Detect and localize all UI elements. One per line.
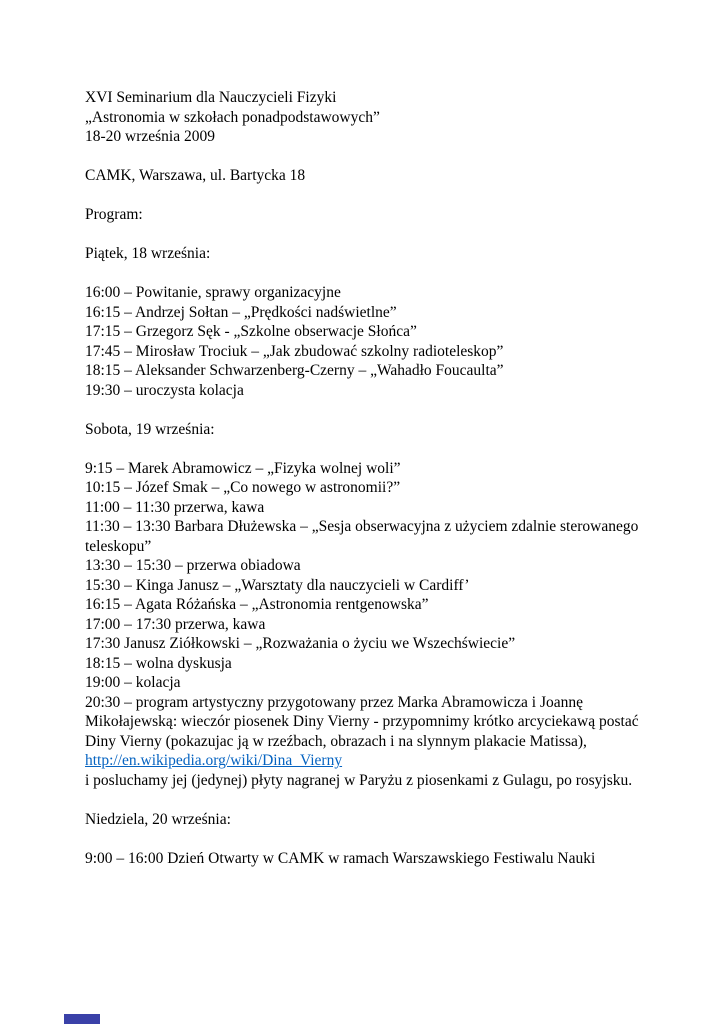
program-heading: Program: (85, 206, 143, 223)
schedule-item: 17:45 – Mirosław Trociuk – „Jak zbudować szkolny radioteleskop” (85, 342, 504, 360)
schedule-item: 16:00 – Powitanie, sprawy organizacyjne (85, 284, 341, 301)
schedule-item: 9:15 – Marek Abramowicz – „Fizyka wolnej woli” (85, 459, 401, 477)
dina-vierny-wikipedia-link[interactable]: http://en.wikipedia.org/wiki/Dina_Vierny (85, 752, 343, 769)
seminar-subtitle: „Astronomia w szkołach ponadpodstawowych” (85, 108, 380, 126)
schedule-item: 19:00 – kolacja (85, 674, 181, 691)
schedule-item: 16:15 – Agata Różańska – „Astronomia rentgenowska” (85, 596, 429, 613)
sunday-heading: Niedziela, 20 września: (85, 810, 231, 828)
schedule-item: 17:30 Janusz Ziółkowski – „Rozważania o życiu we Wszechświecie” (85, 635, 516, 652)
evening-program-text-before-link: 20:30 – program artystyczny przygotowany przez Marka Abramowicza i Joannę Mikołajewską: wieczór piosenek Diny Vierny - przypomnimy krótko arcyciekawą postać Diny Vierny (pokazujac ją w rzeźbach, obrazach i na slynnym plakacie Matissa), (85, 693, 639, 750)
program-heading-block (85, 205, 645, 225)
venue-block (85, 166, 645, 186)
sunday-heading-block (85, 810, 645, 830)
schedule-item: 11:00 – 11:30 przerwa, kawa (85, 498, 265, 516)
friday-heading-block (85, 244, 645, 264)
schedule-item: 15:30 – Kinga Janusz – „Warsztaty dla nauczycieli w Cardiff’ (85, 576, 470, 594)
schedule-item: 19:30 – uroczysta kolacja (85, 381, 244, 399)
schedule-item: 9:00 – 16:00 Dzień Otwarty w CAMK w ramach Warszawskiego Festiwalu Nauki (85, 849, 596, 867)
schedule-item: 18:15 – wolna dyskusja (85, 654, 232, 672)
saturday-heading: Sobota, 19 września: (85, 420, 215, 438)
schedule-item: 17:00 – 17:30 przerwa, kawa (85, 615, 266, 633)
schedule-item: 17:15 – Grzegorz Sęk - „Szkolne obserwacje Słońca” (85, 323, 417, 340)
seminar-title: XVI Seminarium dla Nauczycieli Fizyki (85, 89, 337, 106)
schedule-item: 16:15 – Andrzej Sołtan – „Prędkości nadświetlne” (85, 303, 397, 321)
venue-text: CAMK, Warszawa, ul. Bartycka 18 (85, 167, 306, 184)
seminar-dates: 18-20 września 2009 (85, 128, 215, 145)
saturday-heading-block (85, 420, 645, 440)
friday-heading: Piątek, 18 września: (85, 245, 211, 262)
schedule-item: 11:30 – 13:30 Barbara Dłużewska – „Sesja obserwacyjna z użyciem zdalnie sterowanego teleskopu” (85, 518, 639, 555)
friday-schedule (85, 283, 645, 400)
schedule-item: 13:30 – 15:30 – przerwa obiadowa (85, 557, 301, 574)
document-header (85, 88, 645, 147)
evening-program-paragraph (85, 693, 645, 791)
evening-program-text-after-link: i posluchamy jej (jedynej) płyty nagranej w Paryżu z piosenkami z Gulagu, po rosyjsku. (85, 771, 633, 789)
bottom-blue-strip (64, 1014, 100, 1024)
sunday-schedule (85, 849, 645, 869)
saturday-schedule (85, 459, 645, 791)
schedule-item: 18:15 – Aleksander Schwarzenberg-Czerny – „Wahadło Foucaulta” (85, 362, 504, 379)
schedule-item: 10:15 – Józef Smak – „Co nowego w astronomii?” (85, 479, 401, 496)
